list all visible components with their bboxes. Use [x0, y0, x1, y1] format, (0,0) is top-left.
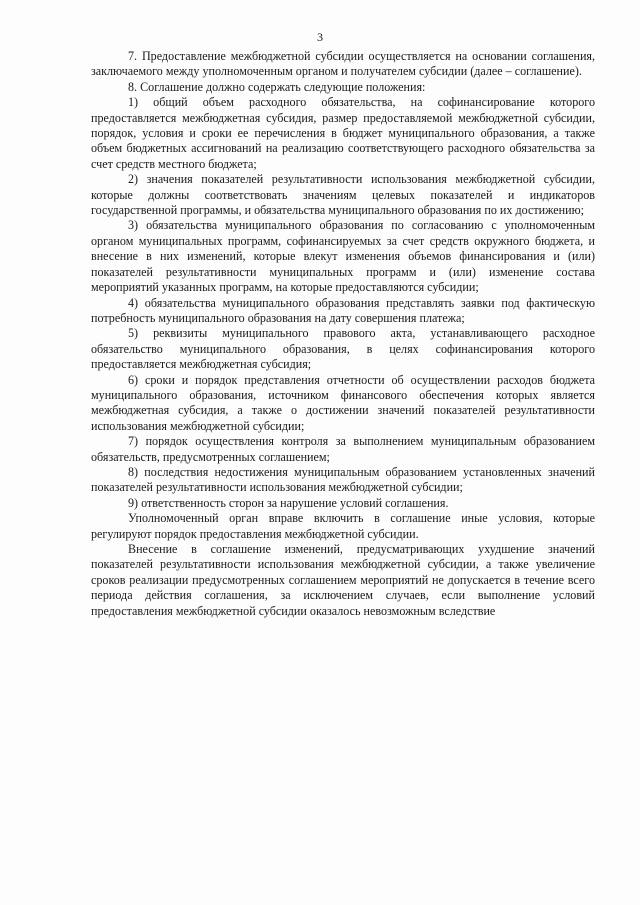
- list-item-8: 8) последствия недостижения муниципальным образованием установленных значений показателей результативности использования межбюджетной субсидии;: [91, 464, 595, 495]
- paragraph-other-conditions: Уполномоченный орган вправе включить в соглашение иные условия, которые регулируют порядок предоставления межбюджетной субсидии.: [91, 511, 595, 541]
- list-item-4: 4) обязательства муниципального образования представлять заявки под фактическую потребность муниципального образования на дату совершения платежа;: [91, 295, 595, 325]
- list-item-3: 3) обязательства муниципального образования по согласованию с уполномоченным органом муниципальных программ, софинансируемых за счет средств окружного бюджета, и внесение в них изменений, которые влекут изменения объемов финансирования и (или) показателей результативности муниципальных программ и (или) изменение состава мероприятий указанных программ, на которые предоставляются субсидии;: [91, 218, 595, 295]
- page-number: 3: [317, 30, 323, 44]
- list-item-7: 7) порядок осуществления контроля за выполнением муниципальным образованием обязательств, предусмотренных соглашением;: [91, 434, 595, 464]
- list-item-1: 1) общий объем расходного обязательства, на софинансирование которого предоставляется межбюджетная субсидия, размер предоставляемой межбюджетной субсидии, порядок, условия и сроки ее перечисления в бюджет муниципального образования, а также объем бюджетных ассигнований на реализацию соответствующего расходного обязательства за счет средств местного бюджета;: [91, 95, 595, 171]
- list-item-2: 2) значения показателей результативности использования межбюджетной субсидии, которые должны соответствовать значениям целевых показателей и индикаторов государственной программы, и обязательства муниципального образования по их достижению;: [91, 172, 595, 218]
- list-item-9: 9) ответственность сторон за нарушение условий соглашения.: [128, 495, 449, 510]
- list-item-6: 6) сроки и порядок представления отчетности об осуществлении расходов бюджета муниципального образования, источником финансового обеспечения которых является межбюджетная субсидия, а также о достижении значений показателей результативности использования межбюджетной субсидии;: [91, 372, 595, 433]
- list-item-5: 5) реквизиты муниципального правового акта, устанавливающего расходное обязательство муниципального образования, в целях софинансирования которого предоставляется межбюджетная субсидия;: [91, 326, 595, 372]
- paragraph-amendments: Внесение в соглашение изменений, предусматривающих ухудшение значений показателей результативности использования межбюджетной субсидии, а также увеличение сроков реализации предусмотренных соглашением мероприятий не допускается в течение всего периода действия соглашения, за исключением случаев, если выполнение условий предоставления межбюджетной субсидии оказалось невозможным вследствие: [91, 542, 595, 618]
- document-body: [91, 49, 595, 619]
- paragraph-clause-8: 8. Соглашение должно содержать следующие положения:: [128, 79, 426, 94]
- paragraph-clause-7: 7. Предоставление межбюджетной субсидии осуществляется на основании соглашения, заключаемого между уполномоченным органом и получателем субсидии (далее – соглашение).: [91, 49, 595, 79]
